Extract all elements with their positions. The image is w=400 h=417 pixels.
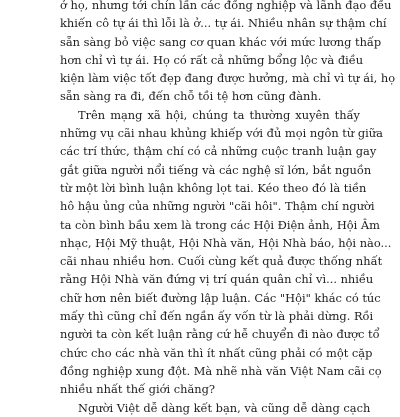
- text-line: những vụ cãi nhau khủng khiếp với đủ mọi ngôn từ giữa: [60, 126, 383, 141]
- text-line: Người Việt dễ dàng kết bạn, và cũng dễ dàng cạch: [78, 400, 371, 415]
- text-line: ở họ, nhưng tới chín lần các đồng nghiệp và lãnh đạo đều: [60, 0, 392, 12]
- text-line: nhiều nhất thế giới chăng?: [60, 382, 215, 397]
- text-line: nhạc, Hội Mỹ thuật, Hội Nhà văn, Hội Nhà báo, hội nào...: [60, 235, 392, 250]
- text-line: rằng Hội Nhà văn đứng vị trí quán quân chỉ vì... nhiều: [60, 272, 374, 287]
- text-line: ta còn bình bầu xem là trong các Hội Điện ảnh, Hội Âm: [60, 217, 380, 232]
- text-line: mấy thì cũng chỉ đến ngần ấy vốn từ là phải dừng. Rồi: [60, 309, 374, 324]
- text-line: cãi nhau nhiều hơn. Cuối cùng kết quả được thống nhất: [60, 254, 383, 269]
- text-line: khiến cô tự ái thì lỗi là ở... tự ái. Nhiều nhân sự thậm chí: [60, 16, 387, 31]
- text-line: hơn chỉ vì tự ái. Họ có rất cả những bổng lộc và điều: [60, 52, 364, 67]
- text-line: từ một lời bình luận không lọt tai. Kéo theo đó là tiền: [60, 180, 367, 195]
- text-line: chữ hơn nên biết đường lập luận. Các "Hội" khác có túc: [60, 290, 381, 305]
- text-line: người ta còn kết luận rằng cứ hễ chuyển đi nào được tổ: [60, 327, 380, 342]
- paragraph: [60, 106, 392, 399]
- text-line: các trí thức, thậm chí có cả những cuộc tranh luận gay: [60, 144, 377, 159]
- paragraph: [60, 0, 396, 106]
- text-line: Trên mạng xã hội, chúng ta thường xuyên thấy: [78, 107, 360, 122]
- page-text: [60, 0, 396, 417]
- text-line: sẵn sàng ra đi, đến chỗ tồi tệ hơn cũng đành.: [60, 89, 322, 104]
- paragraph: [60, 399, 371, 417]
- text-line: chức cho các nhà văn thì ít nhất cũng phải có một cặp: [60, 345, 373, 360]
- text-line: sẵn sàng bỏ việc sang cơ quan khác với mức lương thấp: [60, 34, 382, 49]
- text-line: đồng nghiệp xung đột. Mà nhẽ nhà văn Việt Nam cãi cọ: [60, 363, 382, 378]
- text-line: hô hậu ủng của những người "cãi hôi". Thậm chí người: [60, 199, 375, 214]
- text-line: kiện làm việc tốt đẹp đang được hưởng, mà chỉ vì tự ái, họ: [60, 71, 396, 86]
- text-line: gắt giữa người nổi tiếng và các nghệ sĩ lớn, bắt nguồn: [60, 162, 372, 177]
